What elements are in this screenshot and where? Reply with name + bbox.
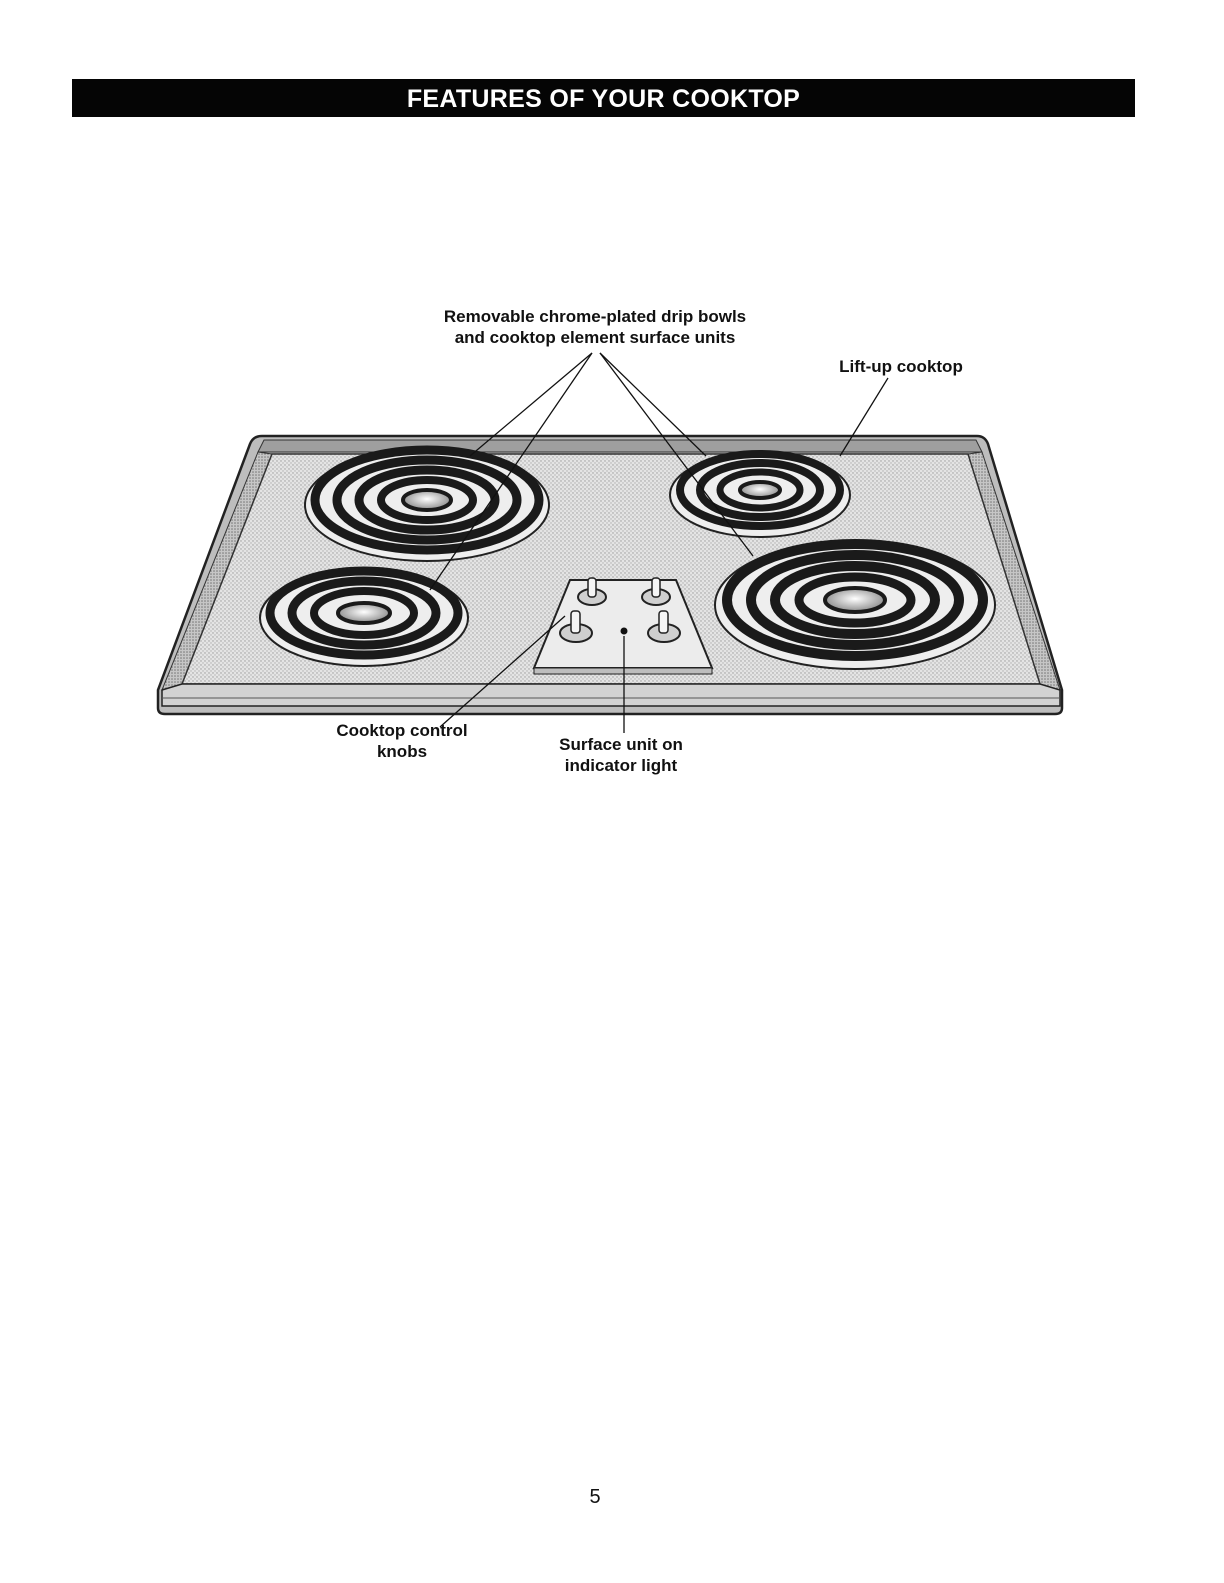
indicator-light-callout-line1: Surface unit on: [559, 735, 683, 754]
drip-bowls-callout-line1: Removable chrome-plated drip bowls: [443, 307, 747, 326]
burner-front-left: [260, 570, 468, 666]
control-knobs-callout-line2: knobs: [376, 742, 428, 761]
indicator-light: [621, 628, 628, 635]
drip-bowls-callout: [390, 306, 800, 348]
lift-up-cooktop-callout: Lift-up cooktop: [839, 357, 963, 376]
drip-bowls-callout-line2: and cooktop element surface units: [454, 328, 736, 347]
control-knobs-callout: [312, 720, 492, 762]
page-title: FEATURES OF YOUR COOKTOP: [72, 79, 1135, 117]
burner-back-left: [305, 449, 549, 561]
burner-back-right: [670, 453, 850, 537]
indicator-light-callout-line2: indicator light: [564, 756, 678, 775]
indicator-light-callout: [536, 734, 706, 776]
control-knobs-callout-line1: Cooktop control: [336, 721, 468, 740]
burner-front-right: [715, 541, 995, 669]
page-number: 5: [589, 1486, 601, 1508]
